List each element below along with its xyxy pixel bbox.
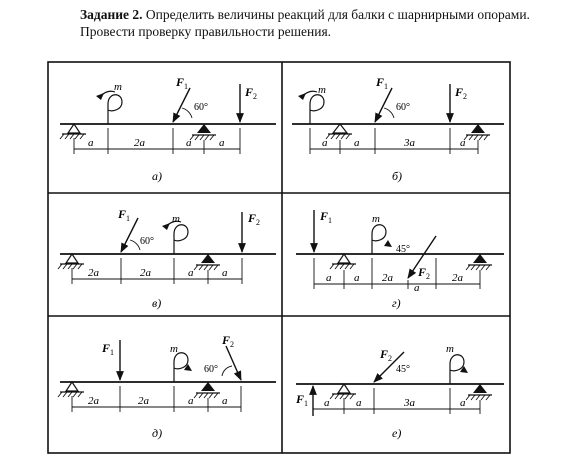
svg-text:F: F [296,392,305,406]
pin-support [58,382,84,397]
task-label: Задание 2. [80,7,143,22]
svg-text:1: 1 [110,348,114,357]
svg-text:m: m [372,213,380,225]
panel-f [295,343,504,440]
svg-text:F: F [118,207,127,221]
svg-text:a: a [356,397,362,409]
svg-text:a: a [324,397,330,409]
svg-text:2a: 2a [382,272,393,284]
svg-text:2a: 2a [452,272,463,284]
panel-caption: е) [392,426,402,440]
svg-text:F: F [222,333,231,347]
pin-support [60,124,86,139]
svg-text:a: a [222,267,228,279]
svg-text:a: a [188,267,194,279]
svg-text:60°: 60° [204,364,218,375]
svg-text:45°: 45° [396,364,410,375]
roller-support [190,124,216,140]
svg-text:F: F [380,347,389,361]
svg-text:a: a [460,397,466,409]
svg-text:3a: 3a [404,397,415,409]
svg-text:2: 2 [388,354,392,363]
svg-text:a: a [222,395,228,407]
roller-support [466,384,492,400]
svg-text:2a: 2a [138,395,149,407]
svg-text:60°: 60° [396,102,410,113]
svg-text:a: a [354,272,360,284]
svg-text:a: a [354,137,360,149]
svg-text:2a: 2a [88,267,99,279]
svg-text:F: F [455,85,464,99]
panel-e [58,333,276,440]
roller-support [464,124,490,140]
panel-caption: б) [392,169,403,183]
svg-text:1: 1 [328,216,332,225]
pin-support [330,254,356,269]
panel-d [296,209,504,310]
svg-text:a: a [460,137,466,149]
svg-text:F: F [376,75,385,89]
moment-label: m [114,81,122,93]
svg-text:60°: 60° [140,236,154,247]
svg-text:1: 1 [384,82,388,91]
pin-support [58,254,84,269]
svg-text:45°: 45° [396,244,410,255]
moment-label: m [318,84,326,96]
force-f2-label: F [245,85,254,99]
svg-text:2a: 2a [134,137,145,149]
svg-text:a: a [322,137,328,149]
svg-text:m: m [172,213,180,225]
svg-text:2: 2 [253,92,257,101]
svg-text:F: F [248,211,257,225]
force-f1-label: F [176,75,185,89]
svg-text:2a: 2a [140,267,151,279]
panel-b [292,75,504,183]
panel-c [58,207,276,310]
svg-text:a: a [326,272,332,284]
svg-text:2: 2 [463,92,467,101]
svg-text:2: 2 [256,218,260,227]
svg-text:a: a [186,137,192,149]
panel-caption: г) [392,296,401,310]
svg-text:1: 1 [126,214,130,223]
task-text: Определить величины реакций для балки с шарнирными опорами. Провести проверку правильности решения. [80,7,530,39]
panel-a [60,75,276,183]
panel-caption: д) [152,426,163,440]
svg-text:2: 2 [230,340,234,349]
panel-caption: в) [152,296,162,310]
svg-text:a: a [219,137,225,149]
roller-support [194,254,220,270]
roller-support [466,254,492,270]
roller-support [194,382,220,398]
svg-text:2a: 2a [88,395,99,407]
svg-text:F: F [102,341,111,355]
svg-text:1: 1 [304,399,308,408]
svg-text:3a: 3a [404,137,415,149]
svg-text:m: m [446,343,454,355]
svg-text:a: a [188,395,194,407]
panel-caption: а) [152,169,162,183]
pin-support [326,124,352,139]
panel-grid [48,62,510,453]
svg-text:F: F [320,209,329,223]
svg-text:2: 2 [426,272,430,281]
pin-support [330,384,356,399]
angle-label: 60° [194,102,208,113]
svg-text:a: a [414,282,420,294]
svg-text:a: a [88,137,94,149]
svg-text:F: F [418,265,427,279]
svg-text:1: 1 [184,82,188,91]
svg-text:m: m [170,343,178,355]
